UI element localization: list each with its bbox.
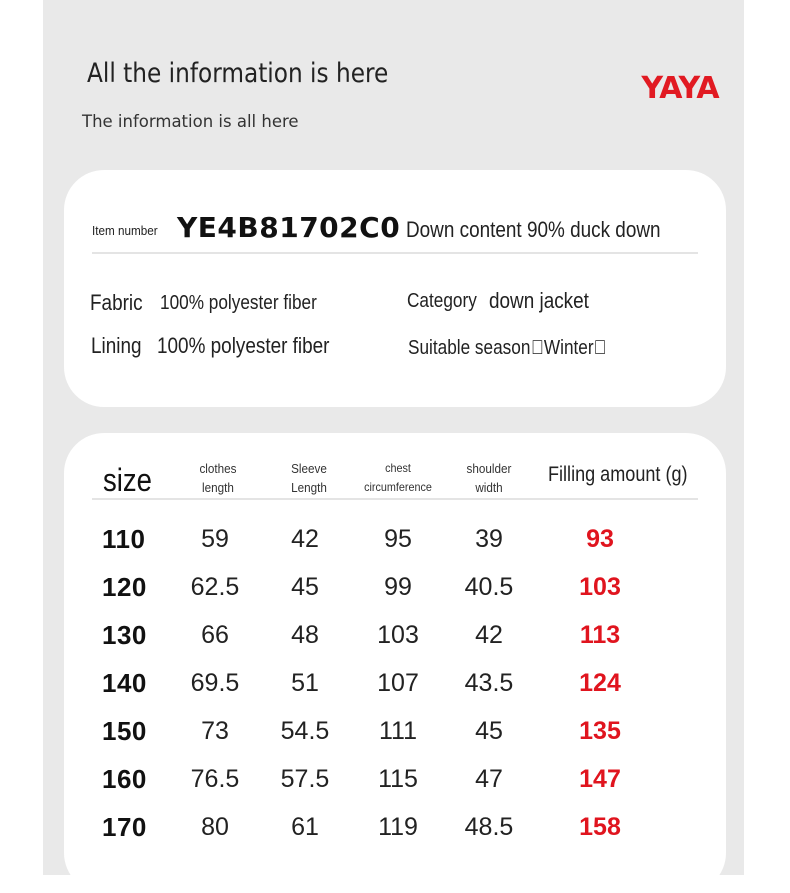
brand-logo-text: YAYA (641, 71, 719, 106)
product-info-card (64, 170, 726, 407)
column-header-line: circumference (364, 480, 432, 494)
column-header-line: width (475, 480, 503, 495)
column-header-line: clothes (199, 461, 237, 476)
sleeve-cell: 54.5 (280, 717, 330, 745)
fill-cell: 93 (586, 525, 614, 553)
size-cell: 120 (102, 572, 147, 602)
length-cell: 62.5 (190, 573, 240, 601)
length-cell: 73 (201, 717, 229, 745)
table-row (0, 759, 790, 799)
season-value:  Winter  (531, 337, 607, 359)
length-cell: 69.5 (190, 669, 240, 697)
down-content: Down content 90% duck down (406, 217, 661, 242)
column-header-clothes-length (173, 459, 263, 497)
column-header-line: chest (385, 461, 411, 475)
column-header-filling-amount: Filling amount (g) (548, 463, 688, 486)
table-row (0, 615, 790, 655)
table-row (0, 711, 790, 751)
fill-cell: 103 (579, 573, 621, 601)
item-number-label: Item number (92, 223, 158, 238)
chest-cell: 103 (377, 621, 419, 649)
shoulder-cell: 40.5 (464, 573, 514, 601)
size-cell: 140 (102, 668, 147, 698)
shoulder-cell: 43.5 (464, 669, 514, 697)
column-header-line: length (202, 480, 234, 495)
size-cell: 160 (102, 764, 147, 794)
size-cell: 150 (102, 716, 147, 746)
lining-value: 100% polyester fiber (157, 333, 330, 358)
shoulder-cell: 39 (475, 525, 503, 553)
size-cell: 110 (102, 524, 146, 554)
column-header-shoulder-width (444, 459, 534, 497)
item-number-value: YE4B81702C0 (177, 211, 401, 244)
chest-cell: 107 (377, 669, 419, 697)
sleeve-cell: 42 (291, 525, 319, 553)
table-row (0, 519, 790, 559)
length-cell: 80 (201, 813, 229, 841)
season-label: Suitable season (408, 337, 531, 359)
length-cell: 59 (201, 525, 229, 553)
fill-cell: 113 (579, 621, 621, 649)
chest-cell: 95 (384, 525, 412, 553)
column-header-line: Sleeve (291, 461, 327, 476)
length-cell: 76.5 (190, 765, 240, 793)
shoulder-cell: 42 (475, 621, 503, 649)
chest-cell: 99 (384, 573, 412, 601)
page-title: All the information is here (87, 58, 389, 89)
table-row (0, 807, 790, 847)
column-header-sleeve-length (264, 459, 354, 497)
yaya-logo (640, 66, 720, 106)
sleeve-cell: 57.5 (280, 765, 330, 793)
table-header-divider (92, 498, 698, 500)
column-header-line: shoulder (466, 461, 512, 476)
category-label: Category (407, 290, 477, 312)
fill-cell: 158 (579, 813, 621, 841)
size-cell: 130 (102, 620, 147, 650)
category-value: down jacket (489, 288, 589, 313)
table-row (0, 567, 790, 607)
fill-cell: 124 (579, 669, 621, 697)
sleeve-cell: 48 (291, 621, 319, 649)
chest-cell: 119 (378, 813, 418, 841)
column-header-line: Length (291, 480, 327, 495)
size-cell: 170 (102, 812, 147, 842)
shoulder-cell: 47 (475, 765, 503, 793)
chest-cell: 111 (378, 717, 417, 745)
sleeve-cell: 51 (291, 669, 319, 697)
lining-label: Lining (91, 333, 142, 358)
fabric-label: Fabric (90, 290, 143, 315)
info-divider (92, 252, 698, 254)
fill-cell: 147 (579, 765, 621, 793)
fabric-value: 100% polyester fiber (160, 292, 317, 314)
sleeve-cell: 61 (291, 813, 319, 841)
shoulder-cell: 45 (475, 717, 503, 745)
sleeve-cell: 45 (291, 573, 319, 601)
page-subtitle: The information is all here (82, 112, 299, 131)
shoulder-cell: 48.5 (464, 813, 514, 841)
fill-cell: 135 (579, 717, 621, 745)
column-header-chest-circumference (353, 459, 443, 497)
length-cell: 66 (201, 621, 229, 649)
size-column-header: size (103, 462, 152, 498)
chest-cell: 115 (378, 765, 418, 793)
table-row (0, 663, 790, 703)
